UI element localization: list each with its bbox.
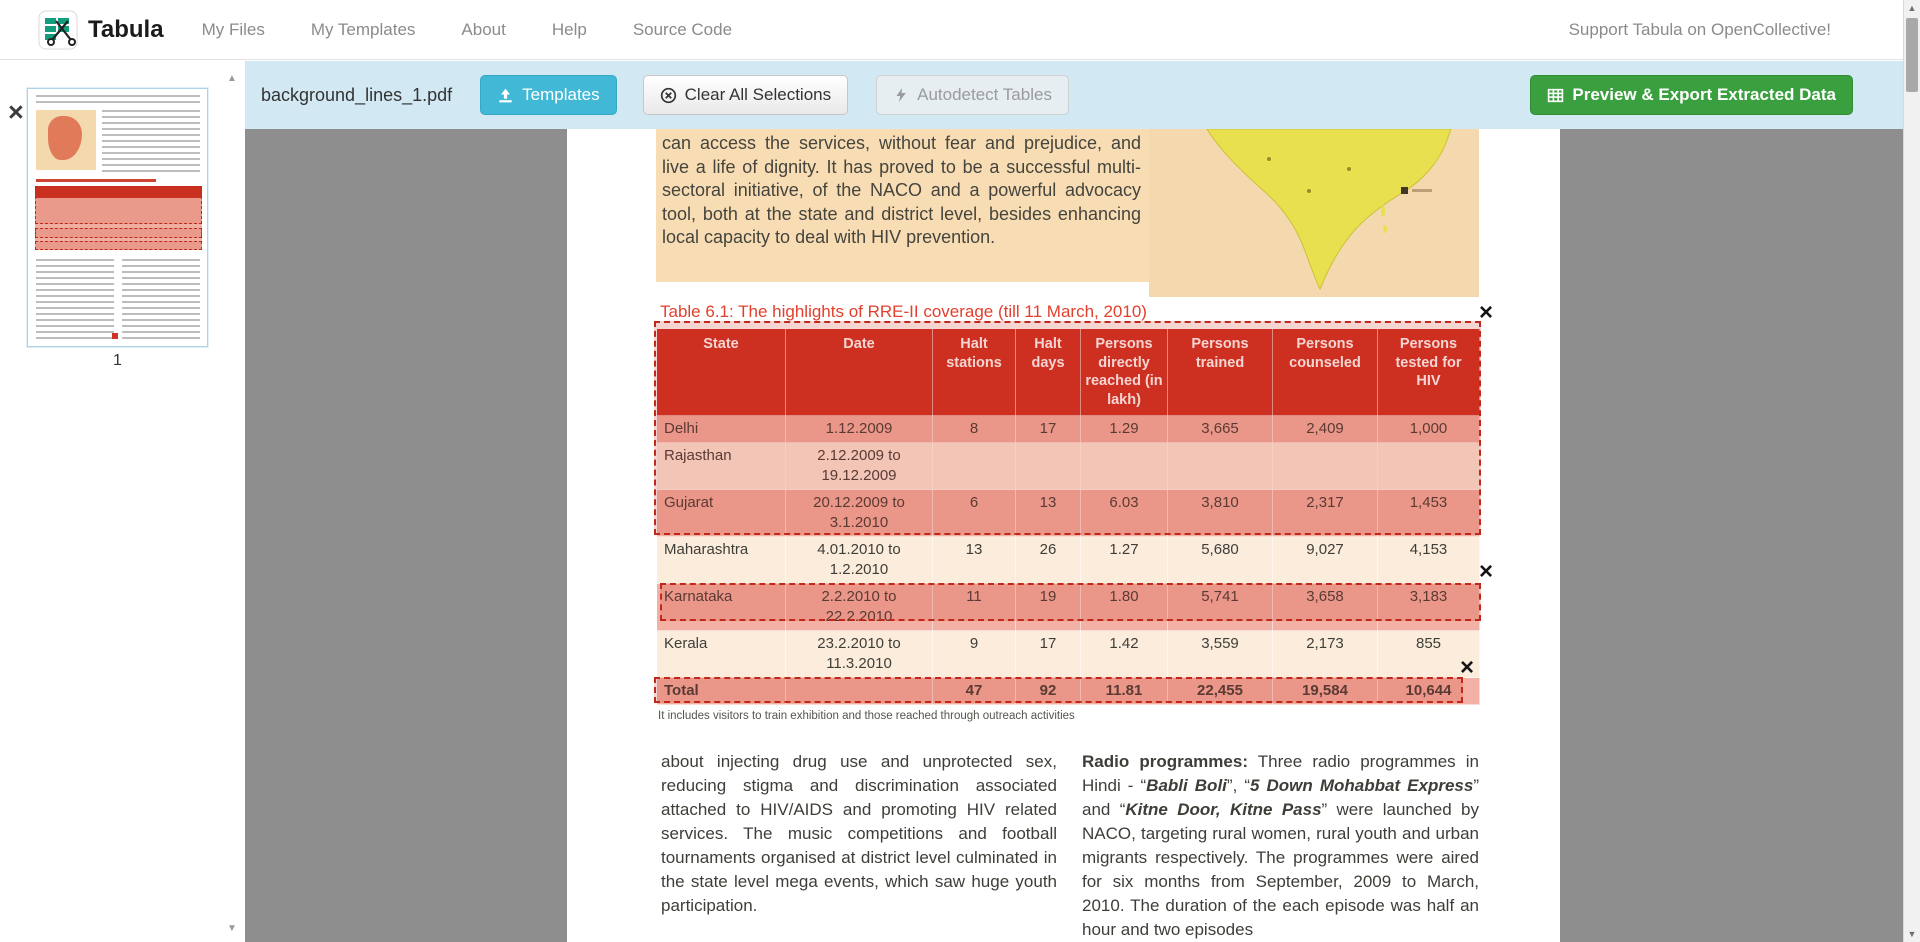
nav-about[interactable]: About (461, 19, 506, 39)
table-cell: 17 (1016, 416, 1081, 443)
autodetect-tables-label: Autodetect Tables (917, 85, 1052, 104)
column-header: Persons trained (1168, 329, 1273, 416)
table-row (657, 631, 1480, 678)
export-button[interactable] (1530, 75, 1853, 115)
column-header: State (657, 329, 786, 416)
table-cell: 10,644 (1378, 678, 1480, 705)
thumbnail-page-number: 1 (113, 352, 122, 369)
table-footnote: It includes visitors to train exhibition and those reached through outreach activities (658, 710, 1075, 722)
templates-button[interactable] (480, 75, 616, 115)
table-cell: 2.12.2009 to 19.12.2009 (786, 443, 933, 490)
table-cell: Maharashtra (657, 537, 786, 584)
table-cell: 2,173 (1273, 631, 1378, 678)
tabula-logo-icon (38, 10, 78, 50)
circle-x-icon (660, 87, 677, 104)
table-cell: 20.12.2009 to 3.1.2010 (786, 490, 933, 537)
table-cell: 13 (1016, 490, 1081, 537)
table-cell: 13 (933, 537, 1016, 584)
table-cell: Gujarat (657, 490, 786, 537)
selection-box-3[interactable] (654, 677, 1463, 703)
pdf-intro-paragraph: can access the services, without fear and prejudice, and live a life of dignity. It has proved to be a successful multi-sectoral initiative, of the NACO and a powerful advocacy tool, both at the state and district level, besides enhancing local capacity to deal with HIV prevention. (656, 129, 1151, 282)
selection-box-1[interactable] (654, 321, 1481, 535)
column-header: Halt days (1016, 329, 1081, 416)
table-cell: 6.03 (1081, 490, 1168, 537)
column-header: Persons tested for HIV (1378, 329, 1480, 416)
thumb-text-lines (122, 259, 200, 339)
table-cell: 19 (1016, 584, 1081, 631)
table-cell: Delhi (657, 416, 786, 443)
table-cell: 1,000 (1378, 416, 1480, 443)
table-cell: Total (657, 678, 786, 705)
table-cell: 11 (933, 584, 1016, 631)
thumb-table-title (36, 179, 156, 182)
selection-box-2[interactable] (660, 583, 1481, 621)
table-cell: 1.80 (1081, 584, 1168, 631)
autodetect-tables-button[interactable] (876, 75, 1069, 115)
clear-selections-button[interactable] (643, 75, 848, 115)
templates-button-label: Templates (522, 85, 600, 104)
left-text-column: about injecting drug use and unprotected sex, reducing stigma and discrimination associated attached to HIV/AIDS and promoting HIV related services. The music competitions and football tournaments organised at district level culminated in the state level mega events, which saw huge youth participation. (661, 752, 1057, 915)
table-cell: 3,810 (1168, 490, 1273, 537)
close-file-icon[interactable]: × (8, 97, 24, 127)
table-cell: 1.42 (1081, 631, 1168, 678)
column-header: Persons counseled (1273, 329, 1378, 416)
thumb-text-lines (36, 95, 200, 105)
table-cell: 23.2.2010 to 11.3.2010 (786, 631, 933, 678)
remove-selection-2-icon[interactable]: × (1479, 558, 1494, 585)
table-cell: 26 (1016, 537, 1081, 584)
document-filename: background_lines_1.pdf (261, 84, 453, 105)
table-cell: Karnataka (657, 584, 786, 631)
brand-title: Tabula (88, 15, 164, 43)
table-title: Table 6.1: The highlights of RRE-II coverage (till 11 March, 2010) (660, 302, 1147, 321)
table-cell: 4,153 (1378, 537, 1480, 584)
page-thumbnail[interactable] (27, 88, 208, 347)
thumb-selection (35, 241, 202, 250)
upload-icon (497, 87, 514, 104)
table-cell: 11.81 (1081, 678, 1168, 705)
table-cell: 6 (933, 490, 1016, 537)
table-cell: 22,455 (1168, 678, 1273, 705)
sidebar-scroll-up-icon[interactable]: ▲ (227, 73, 237, 84)
table-row (657, 537, 1480, 584)
toolbar (245, 61, 1903, 129)
scrollbar-up-icon[interactable]: ▲ (1907, 3, 1917, 13)
radio-programmes-lead: Radio programmes: (1082, 752, 1248, 771)
export-button-label: Preview & Export Extracted Data (1572, 85, 1836, 104)
remove-selection-3-icon[interactable]: × (1460, 654, 1475, 681)
table-cell: 3,559 (1168, 631, 1273, 678)
table-cell: 5,680 (1168, 537, 1273, 584)
table-cell: 855 (1378, 631, 1480, 678)
right-text-column: Radio programmes: Three radio programmes in Hindi - “Babli Boli”, “5 Down Mohabbat Express” and “Kitne Door, Kitne Pass” were launched by NACO, targeting rural women, rural youth and urban migrants respectively. The programmes were aired for six months from September, 2009 to March, 2010. The duration of the each episode was half an hour and two episodes (1082, 752, 1480, 939)
table-cell: 3,183 (1378, 584, 1480, 631)
table-cell: Rajasthan (657, 443, 786, 490)
clear-selections-label: Clear All Selections (684, 85, 832, 104)
table-grid-icon (1547, 87, 1564, 104)
column-header: Date (786, 329, 933, 416)
lightning-icon (893, 87, 909, 103)
table-cell: 1.27 (1081, 537, 1168, 584)
sidebar (0, 61, 245, 942)
table-cell: 9 (933, 631, 1016, 678)
support-link[interactable]: Support Tabula on OpenCollective! (1568, 19, 1831, 39)
pdf-intro-section (656, 129, 1479, 297)
table-cell: 4.01.2010 to 1.2.2010 (786, 537, 933, 584)
remove-selection-1-icon[interactable]: × (1479, 299, 1494, 326)
thumb-text-lines (36, 259, 114, 339)
pdf-page[interactable] (567, 129, 1560, 942)
nav-my-files[interactable]: My Files (201, 19, 265, 39)
nav-source-code[interactable]: Source Code (632, 19, 733, 39)
table-cell: 5,741 (1168, 584, 1273, 631)
thumb-text-lines (102, 110, 200, 172)
thumb-selection-marker (112, 333, 118, 339)
navbar (0, 0, 1903, 60)
table-cell: 1.12.2009 (786, 416, 933, 443)
table-cell: 2,317 (1273, 490, 1378, 537)
table-cell: 47 (933, 678, 1016, 705)
india-map (1149, 129, 1479, 297)
main-nav (202, 20, 732, 40)
table-cell: 9,027 (1273, 537, 1378, 584)
table-cell: 2,409 (1273, 416, 1378, 443)
sidebar-scroll-down-icon[interactable]: ▼ (227, 923, 237, 934)
table-cell: Kerala (657, 631, 786, 678)
table-cell: 19,584 (1273, 678, 1378, 705)
nav-my-templates[interactable]: My Templates (310, 19, 416, 39)
scrollbar-down-icon[interactable]: ▼ (1907, 929, 1917, 939)
table-cell: 3,658 (1273, 584, 1378, 631)
vertical-scrollbar[interactable] (1903, 0, 1920, 942)
column-header: Persons directly reached (in lakh) (1081, 329, 1168, 416)
pdf-canvas (245, 129, 1903, 942)
nav-help[interactable]: Help (551, 19, 587, 39)
table-cell: 1.29 (1081, 416, 1168, 443)
thumb-map (36, 110, 96, 170)
scrollbar-thumb[interactable] (1906, 18, 1918, 92)
table-cell: 17 (1016, 631, 1081, 678)
table-cell: 1,453 (1378, 490, 1480, 537)
table-cell: 8 (933, 416, 1016, 443)
thumb-table (35, 186, 202, 250)
table-cell: 2.2.2010 to 22.2.2010 (786, 584, 933, 631)
table-cell: 3,665 (1168, 416, 1273, 443)
table-cell: 92 (1016, 678, 1081, 705)
thumb-selection (35, 228, 202, 238)
column-header: Halt stations (933, 329, 1016, 416)
thumb-selection (35, 186, 202, 224)
